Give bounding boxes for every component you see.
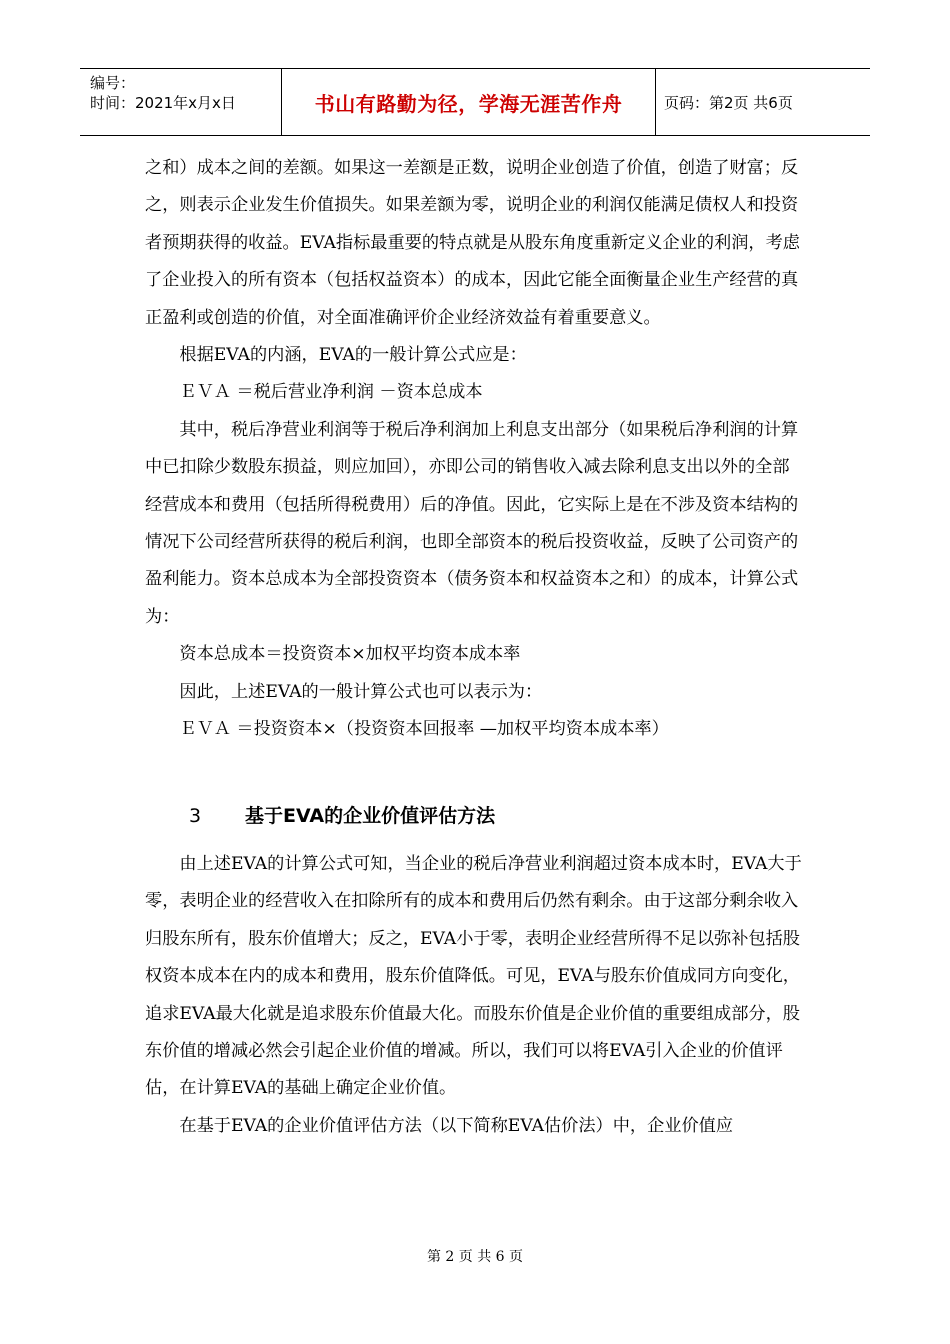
section-number: 3 bbox=[189, 804, 202, 827]
paragraph-formula-alt-intro: 因此，上述EVA的一般计算公式也可以表示为： bbox=[179, 681, 543, 702]
formula-eva-alt: ＥＶＡ ＝投资资本×（投资资本回报率 —加权平均资本成本率） bbox=[179, 719, 669, 740]
paragraph-nopat-explanation: 其中，税后净营业利润等于税后净利润加上利息支出部分（如果税后净利润的计算中已扣除少数股东损益，则应加回），亦即公司的销售收入减去除利息支出以外的全部经营成本和费用（包括所得税费用）后的净值。因此，它实际上是在不涉及资本结构的情况下公司经营所获得的税后利润，也即全部资本的税后投资收益，反映了公司资产的盈利能力。资本总成本为全部投资资本（债务资本和权益资本之和）的成本，计算公式为： bbox=[145, 419, 799, 627]
section-spacer bbox=[145, 749, 805, 786]
section-title: 基于EVA的企业价值评估方法 bbox=[245, 804, 496, 827]
document-body bbox=[145, 150, 805, 1145]
document-number-label: 编号： bbox=[90, 74, 136, 92]
section-heading bbox=[145, 786, 805, 846]
document-date-label: 时间：2021年x月x日 bbox=[90, 94, 236, 112]
header-meta bbox=[80, 69, 282, 135]
page-header bbox=[80, 68, 870, 136]
header-page-label: 页码：第2页 共6页 bbox=[664, 93, 793, 112]
paragraph-eva-method: 在基于EVA的企业价值评估方法（以下简称EVA估价法）中，企业价值应 bbox=[179, 1115, 734, 1136]
header-motto: 书山有路勤为径，学海无涯苦作舟 bbox=[282, 69, 656, 135]
formula-eva: ＥＶＡ ＝税后营业净利润 －资本总成本 bbox=[179, 382, 483, 403]
paragraph-eva-valuation: 由上述EVA的计算公式可知，当企业的税后净营业利润超过资本成本时，EVA大于零，表明企业的经营收入在扣除所有的成本和费用后仍然有剩余。由于这部分剩余收入归股东所有，股东价值增大；反之，EVA小于零，表明企业经营所得不足以弥补包括股权资本成本在内的成本和费用，股东价值降低。可见，EVA与股东价值成同方向变化，追求EVA最大化就是追求股东价值最大化。而股东价值是企业价值的重要组成部分，股东价值的增减必然会引起企业价值的增减。所以，我们可以将EVA引入企业的价值评估，在计算EVA的基础上确定企业价值。 bbox=[145, 853, 802, 1099]
page-footer: 第 2 页 共 6 页 bbox=[426, 1249, 524, 1265]
formula-capital-cost: 资本总成本＝投资资本×加权平均资本成本率 bbox=[179, 644, 521, 665]
paragraph-formula-intro: 根据EVA的内涵，EVA的一般计算公式应是： bbox=[179, 345, 527, 366]
paragraph-eva-definition: 之和）成本之间的差额。如果这一差额是正数，说明企业创造了价值，创造了财富；反之，则表示企业发生价值损失。如果差额为零，说明企业的利润仅能满足债权人和投资者预期获得的收益。EVA指标最重要的特点就是从股东角度重新定义企业的利润，考虑了企业投入的所有资本（包括权益资本）的成本，因此它能全面衡量企业生产经营的真正盈利或创造的价值，对全面准确评价企业经济效益有着重要意义。 bbox=[145, 158, 800, 328]
